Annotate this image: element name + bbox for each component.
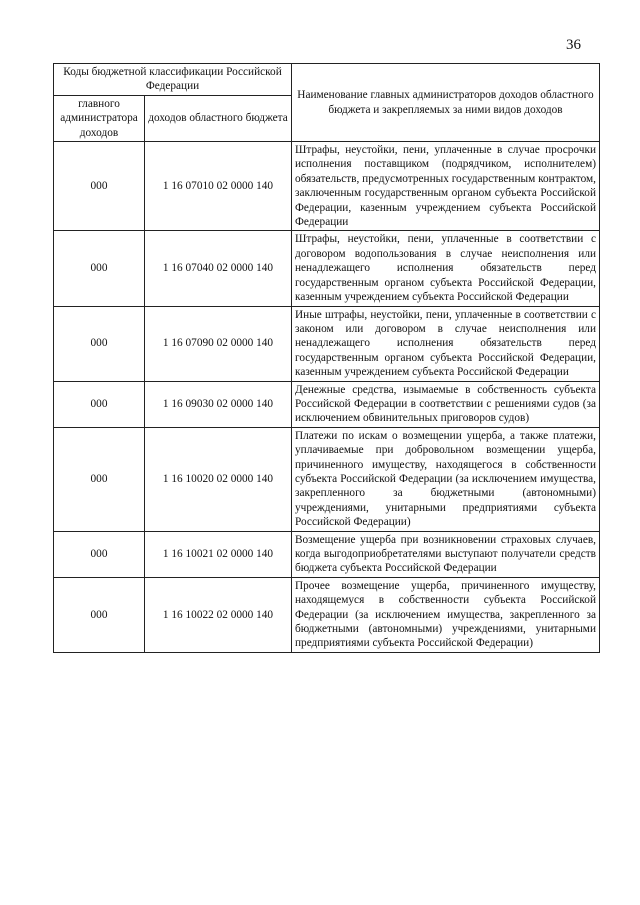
table-row [54,231,600,306]
admin-code-cell: 000 [54,306,145,381]
table-row [54,427,600,531]
income-code-cell: 1 16 07040 02 0000 140 [145,231,292,306]
table-row [54,142,600,231]
income-code-cell: 1 16 09030 02 0000 140 [145,381,292,427]
admin-code-cell: 000 [54,531,145,577]
header-name-column: Наименование главных администраторов доходов областного бюджета и закрепляемых за ними видов доходов [292,64,600,142]
header-codes-group: Коды бюджетной классификации Российской Федерации [54,64,292,96]
table-row [54,531,600,577]
budget-classification-table [53,63,600,653]
income-name-cell: Возмещение ущерба при возникновении страховых случаев, когда выгодоприобретателями выступают получатели средств бюджета субъекта Российской Федерации [292,531,600,577]
admin-code-cell: 000 [54,142,145,231]
income-name-cell: Штрафы, неустойки, пени, уплаченные в соответствии с договором водопользования в случае неисполнения или ненадлежащего исполнения обязательств перед государственным органом субъекта Российской Федерации, казенным учреждением субъекта Российской Федерации [292,231,600,306]
income-code-cell: 1 16 07090 02 0000 140 [145,306,292,381]
table-row [54,306,600,381]
header-income-column: доходов областного бюджета [145,95,292,141]
income-name-cell: Штрафы, неустойки, пени, уплаченные в случае просрочки исполнения поставщиком (подрядчиком, исполнителем) обязательств, предусмотренных государственным контрактом, заключенным государственным органом субъекта Российской Федерации, казенным учреждением субъекта Российской Федерации [292,142,600,231]
admin-code-cell: 000 [54,381,145,427]
income-code-cell: 1 16 10022 02 0000 140 [145,577,292,652]
income-code-cell: 1 16 10020 02 0000 140 [145,427,292,531]
table-row [54,381,600,427]
admin-code-cell: 000 [54,427,145,531]
income-name-cell: Прочее возмещение ущерба, причиненного имуществу, находящемуся в собственности субъекта Российской Федерации (за исключением имущества, закрепленного за бюджетными (автономными) учреждениями, унитарными предприятиями субъекта Российской Федерации) [292,577,600,652]
income-name-cell: Иные штрафы, неустойки, пени, уплаченные в соответствии с законом или договором в случае неисполнения или ненадлежащего исполнения обязательств перед государственным органом субъекта Российской Федерации, казенным учреждением субъекта Российской Федерации [292,306,600,381]
header-admin-column: главного администратора доходов [54,95,145,141]
admin-code-cell: 000 [54,577,145,652]
page-number: 36 [566,37,581,53]
income-name-cell: Денежные средства, изымаемые в собственность субъекта Российской Федерации в соответствии с решениями судов (за исключением обвинительных приговоров судов) [292,381,600,427]
admin-code-cell: 000 [54,231,145,306]
income-code-cell: 1 16 10021 02 0000 140 [145,531,292,577]
income-code-cell: 1 16 07010 02 0000 140 [145,142,292,231]
income-name-cell: Платежи по искам о возмещении ущерба, а также платежи, уплачиваемые при добровольном возмещении ущерба, причиненного имуществу, находящегося в собственности субъекта Российской Федерации (за исключением имущества, закрепленного за бюджетными (автономными) учреждениями, унитарными предприятиями субъекта Российской Федерации) [292,427,600,531]
table-row [54,577,600,652]
